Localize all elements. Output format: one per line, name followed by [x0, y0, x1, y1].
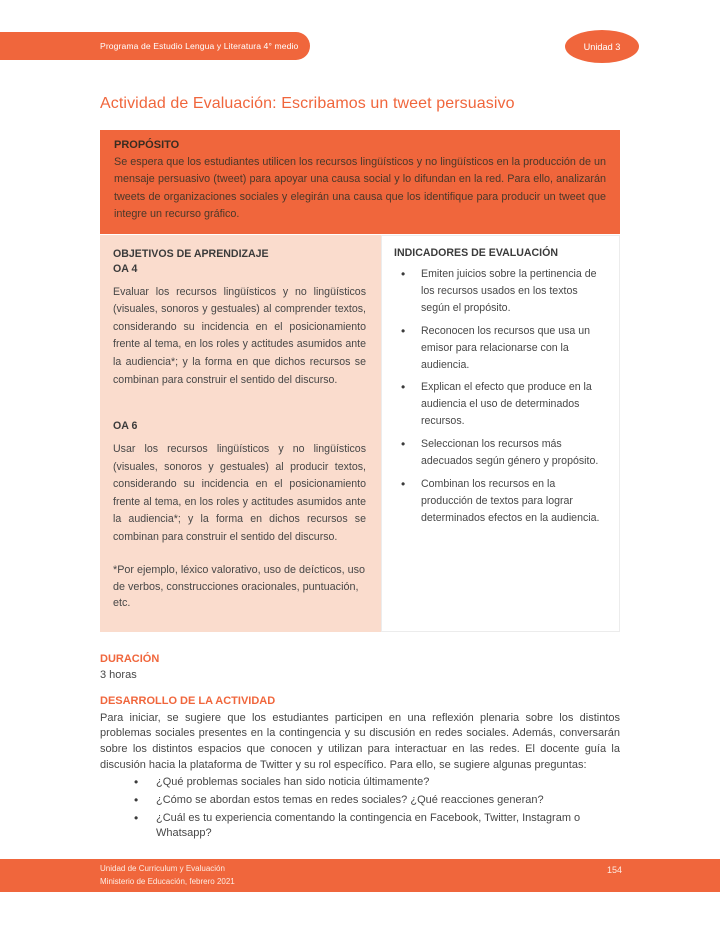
- question-list: [134, 775, 620, 841]
- indicadores-column: [381, 235, 620, 632]
- desarrollo-heading: DESARROLLO DE LA ACTIVIDAD: [100, 695, 276, 707]
- question-item: • ¿Cómo se abordan estos temas en redes sociales? ¿Qué reacciones generan?: [134, 793, 620, 809]
- indicador-item: • Reconocen los recursos que usa un emisor para relacionarse con la audiencia.: [394, 323, 607, 374]
- page-number: 154: [606, 865, 622, 875]
- question-item: • ¿Cuál es tu experiencia comentando la contingencia en Facebook, Twitter, Instagram o Whatsapp?: [134, 811, 620, 842]
- page-title: Actividad de Evaluación: Escribamos un tweet persuasivo: [100, 94, 515, 112]
- objetivos-heading: OBJETIVOS DE APRENDIZAJE: [113, 248, 269, 260]
- unit-badge-label: Unidad 3: [583, 41, 621, 52]
- oa-footnote: *Por ejemplo, léxico valorativo, uso de deícticos, uso de verbos, construcciones oracionales, puntuación, etc.: [113, 564, 366, 609]
- duracion-section: [100, 652, 620, 681]
- proposito-body: Se espera que los estudiantes utilicen los recursos lingüísticos y no lingüísticos en la producción de un mensaje persuasivo (tweet) para apoyar una causa social y lo difundan en la red. Para ello, analizarán tweets de organizaciones sociales y elegirán una causa que los identifique para producir un tweet que integre un recurso gráfico.: [114, 156, 606, 221]
- unit-badge: [565, 30, 639, 63]
- indicadores-heading: INDICADORES DE EVALUACIÓN: [394, 247, 559, 259]
- program-header-bar: [0, 32, 310, 60]
- desarrollo-section: [100, 694, 620, 844]
- footer-line1: Unidad de Curriculum y Evaluación: [100, 864, 225, 873]
- duracion-heading: DURACIÓN: [100, 653, 160, 665]
- indicadores-list: [394, 266, 607, 527]
- question-item: • ¿Qué problemas sociales han sido noticia últimamente?: [134, 775, 620, 791]
- oa4-label: OA 4: [113, 262, 138, 275]
- proposito-box: [100, 130, 620, 234]
- footer-line2: Ministerio de Educación, febrero 2021: [100, 876, 235, 886]
- proposito-heading: PROPÓSITO: [114, 139, 180, 151]
- footer-credits: [100, 863, 235, 889]
- desarrollo-intro: Para iniciar, se sugiere que los estudiantes participen en una reflexión plenaria sobre los distintos problemas sociales presentes en la contingencia y su discusión en redes sociales. Además, conversarán sobre los distintos espacios que conocen y utilizan para interactuar en las redes. El docente guía la discusión hacia la plataforma de Twitter y su rol específico. Para ello, se sugiere algunas preguntas:: [100, 711, 620, 771]
- duracion-value: 3 horas: [100, 668, 137, 681]
- footer-bar: [0, 859, 720, 892]
- indicador-item: • Seleccionan los recursos más adecuados según género y propósito.: [394, 436, 607, 470]
- indicador-item: • Combinan los recursos en la producción de textos para lograr determinados efectos en la audiencia.: [394, 476, 607, 527]
- objetivos-column: [100, 235, 381, 632]
- program-title: Programa de Estudio Lengua y Literatura 4° medio: [100, 41, 299, 51]
- oa6-text: Usar los recursos lingüísticos y no lingüísticos (visuales, sonoros y gestuales) al producir textos, considerando su incidencia en el posicionamiento frente al tema, en los roles y actitudes asumidos ante la audiencia*; y la forma en dichos recursos se combinan para construir el sentido del discurso.: [113, 442, 366, 543]
- oa6-label: OA 6: [113, 420, 138, 433]
- indicador-item: • Emiten juicios sobre la pertinencia de los recursos usados en los textos según el propósito.: [394, 266, 607, 317]
- objectives-indicators-table: [100, 235, 620, 632]
- indicador-item: • Explican el efecto que produce en la audiencia el uso de determinados recursos.: [394, 379, 607, 430]
- oa4-text: Evaluar los recursos lingüísticos y no lingüísticos (visuales, sonoros y gestuales) al comprender textos, considerando su incidencia en el posicionamiento frente al tema, en los roles y actitudes asumidos ante la audiencia*; y la forma en que dichos recursos se combinan para construir el sentido del discurso.: [113, 285, 366, 386]
